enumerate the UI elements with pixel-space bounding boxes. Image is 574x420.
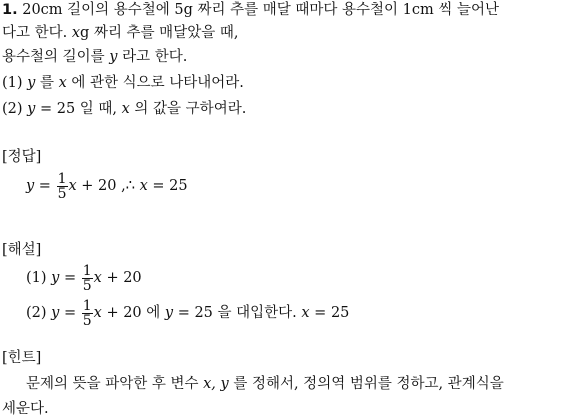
fraction — [82, 299, 93, 328]
explanation-line-1 — [26, 258, 142, 298]
exp-rest-2c: = 25 — [309, 305, 350, 321]
var-y: y — [109, 49, 118, 65]
problem-text-2a: 다고 한다. — [2, 25, 72, 41]
fraction — [82, 264, 93, 293]
eq-sign: = — [34, 178, 56, 194]
q2-text-c: 의 값을 구하여라. — [129, 101, 247, 117]
answer-rest: + 20 ,∴ — [76, 178, 140, 194]
fraction-numerator: 1 — [82, 262, 92, 279]
var-x: x — [58, 75, 67, 91]
problem-line-2 — [2, 23, 238, 43]
eq-sign: = — [59, 270, 81, 286]
question-1 — [2, 73, 244, 93]
fraction — [57, 172, 68, 201]
exp-rest-1: + 20 — [101, 270, 142, 286]
answer-header: [정답] — [2, 149, 42, 165]
question-2 — [2, 99, 246, 119]
var-x: x — [301, 305, 310, 321]
var-x: x — [139, 178, 148, 194]
explanation-line-2 — [26, 293, 349, 333]
var-y: y — [51, 305, 60, 321]
problem-number: 1. — [2, 2, 18, 18]
exp-label-1: (1) — [26, 270, 52, 286]
q2-text-b: = 25 일 때, — [35, 101, 122, 117]
fraction-numerator: 1 — [57, 170, 67, 187]
var-y: y — [164, 305, 174, 321]
exp-label-2: (2) — [26, 305, 52, 321]
q1-label: (1) — [2, 75, 28, 91]
answer-equation — [26, 166, 188, 206]
hint-text-1a: 문제의 뜻을 파악한 후 변수 — [26, 376, 204, 392]
fraction-denominator: 5 — [82, 277, 92, 294]
fraction-denominator: 5 — [57, 185, 67, 202]
problem-text-2b: g 짜리 추를 매달았을 때, — [80, 25, 239, 41]
var-y: y — [51, 270, 60, 286]
hint-text-1b: 를 정해서, 정의역 범위를 정하고, 관계식을 — [228, 376, 504, 392]
var-y: y — [26, 178, 35, 194]
var-x: x — [93, 305, 102, 321]
fraction-denominator: 5 — [82, 312, 92, 329]
hint-line-2: 세운다. — [2, 401, 49, 417]
var-x: x — [93, 270, 102, 286]
var-xy: x, y — [203, 376, 229, 392]
answer-rest-2: = 25 — [147, 178, 188, 194]
problem-line-1 — [2, 0, 499, 20]
fraction-numerator: 1 — [82, 297, 92, 314]
var-x: x — [68, 178, 77, 194]
exp-rest-2b: = 25 을 대입한다. — [173, 305, 302, 321]
q2-label: (2) — [2, 101, 28, 117]
problem-line-3 — [2, 47, 187, 67]
eq-sign: = — [59, 305, 81, 321]
hint-line-1 — [26, 374, 504, 394]
problem-text-3b: 라고 한다. — [117, 49, 188, 65]
q1-text-c: 에 관한 식으로 나타내어라. — [66, 75, 244, 91]
exp-rest-2: + 20 에 — [101, 305, 165, 321]
explanation-header: [해설] — [2, 242, 42, 258]
q1-text-b: 를 — [35, 75, 59, 91]
problem-text-3a: 용수철의 길이를 — [2, 49, 110, 65]
var-x: x — [121, 101, 130, 117]
var-y: y — [27, 75, 36, 91]
problem-text-1: 20cm 길이의 용수철에 5g 짜리 추를 매달 때마다 용수철이 1cm 씩 늘어난 — [22, 2, 500, 18]
var-y: y — [27, 101, 36, 117]
var-x: x — [71, 25, 81, 41]
hint-header: [힌트] — [2, 350, 42, 366]
